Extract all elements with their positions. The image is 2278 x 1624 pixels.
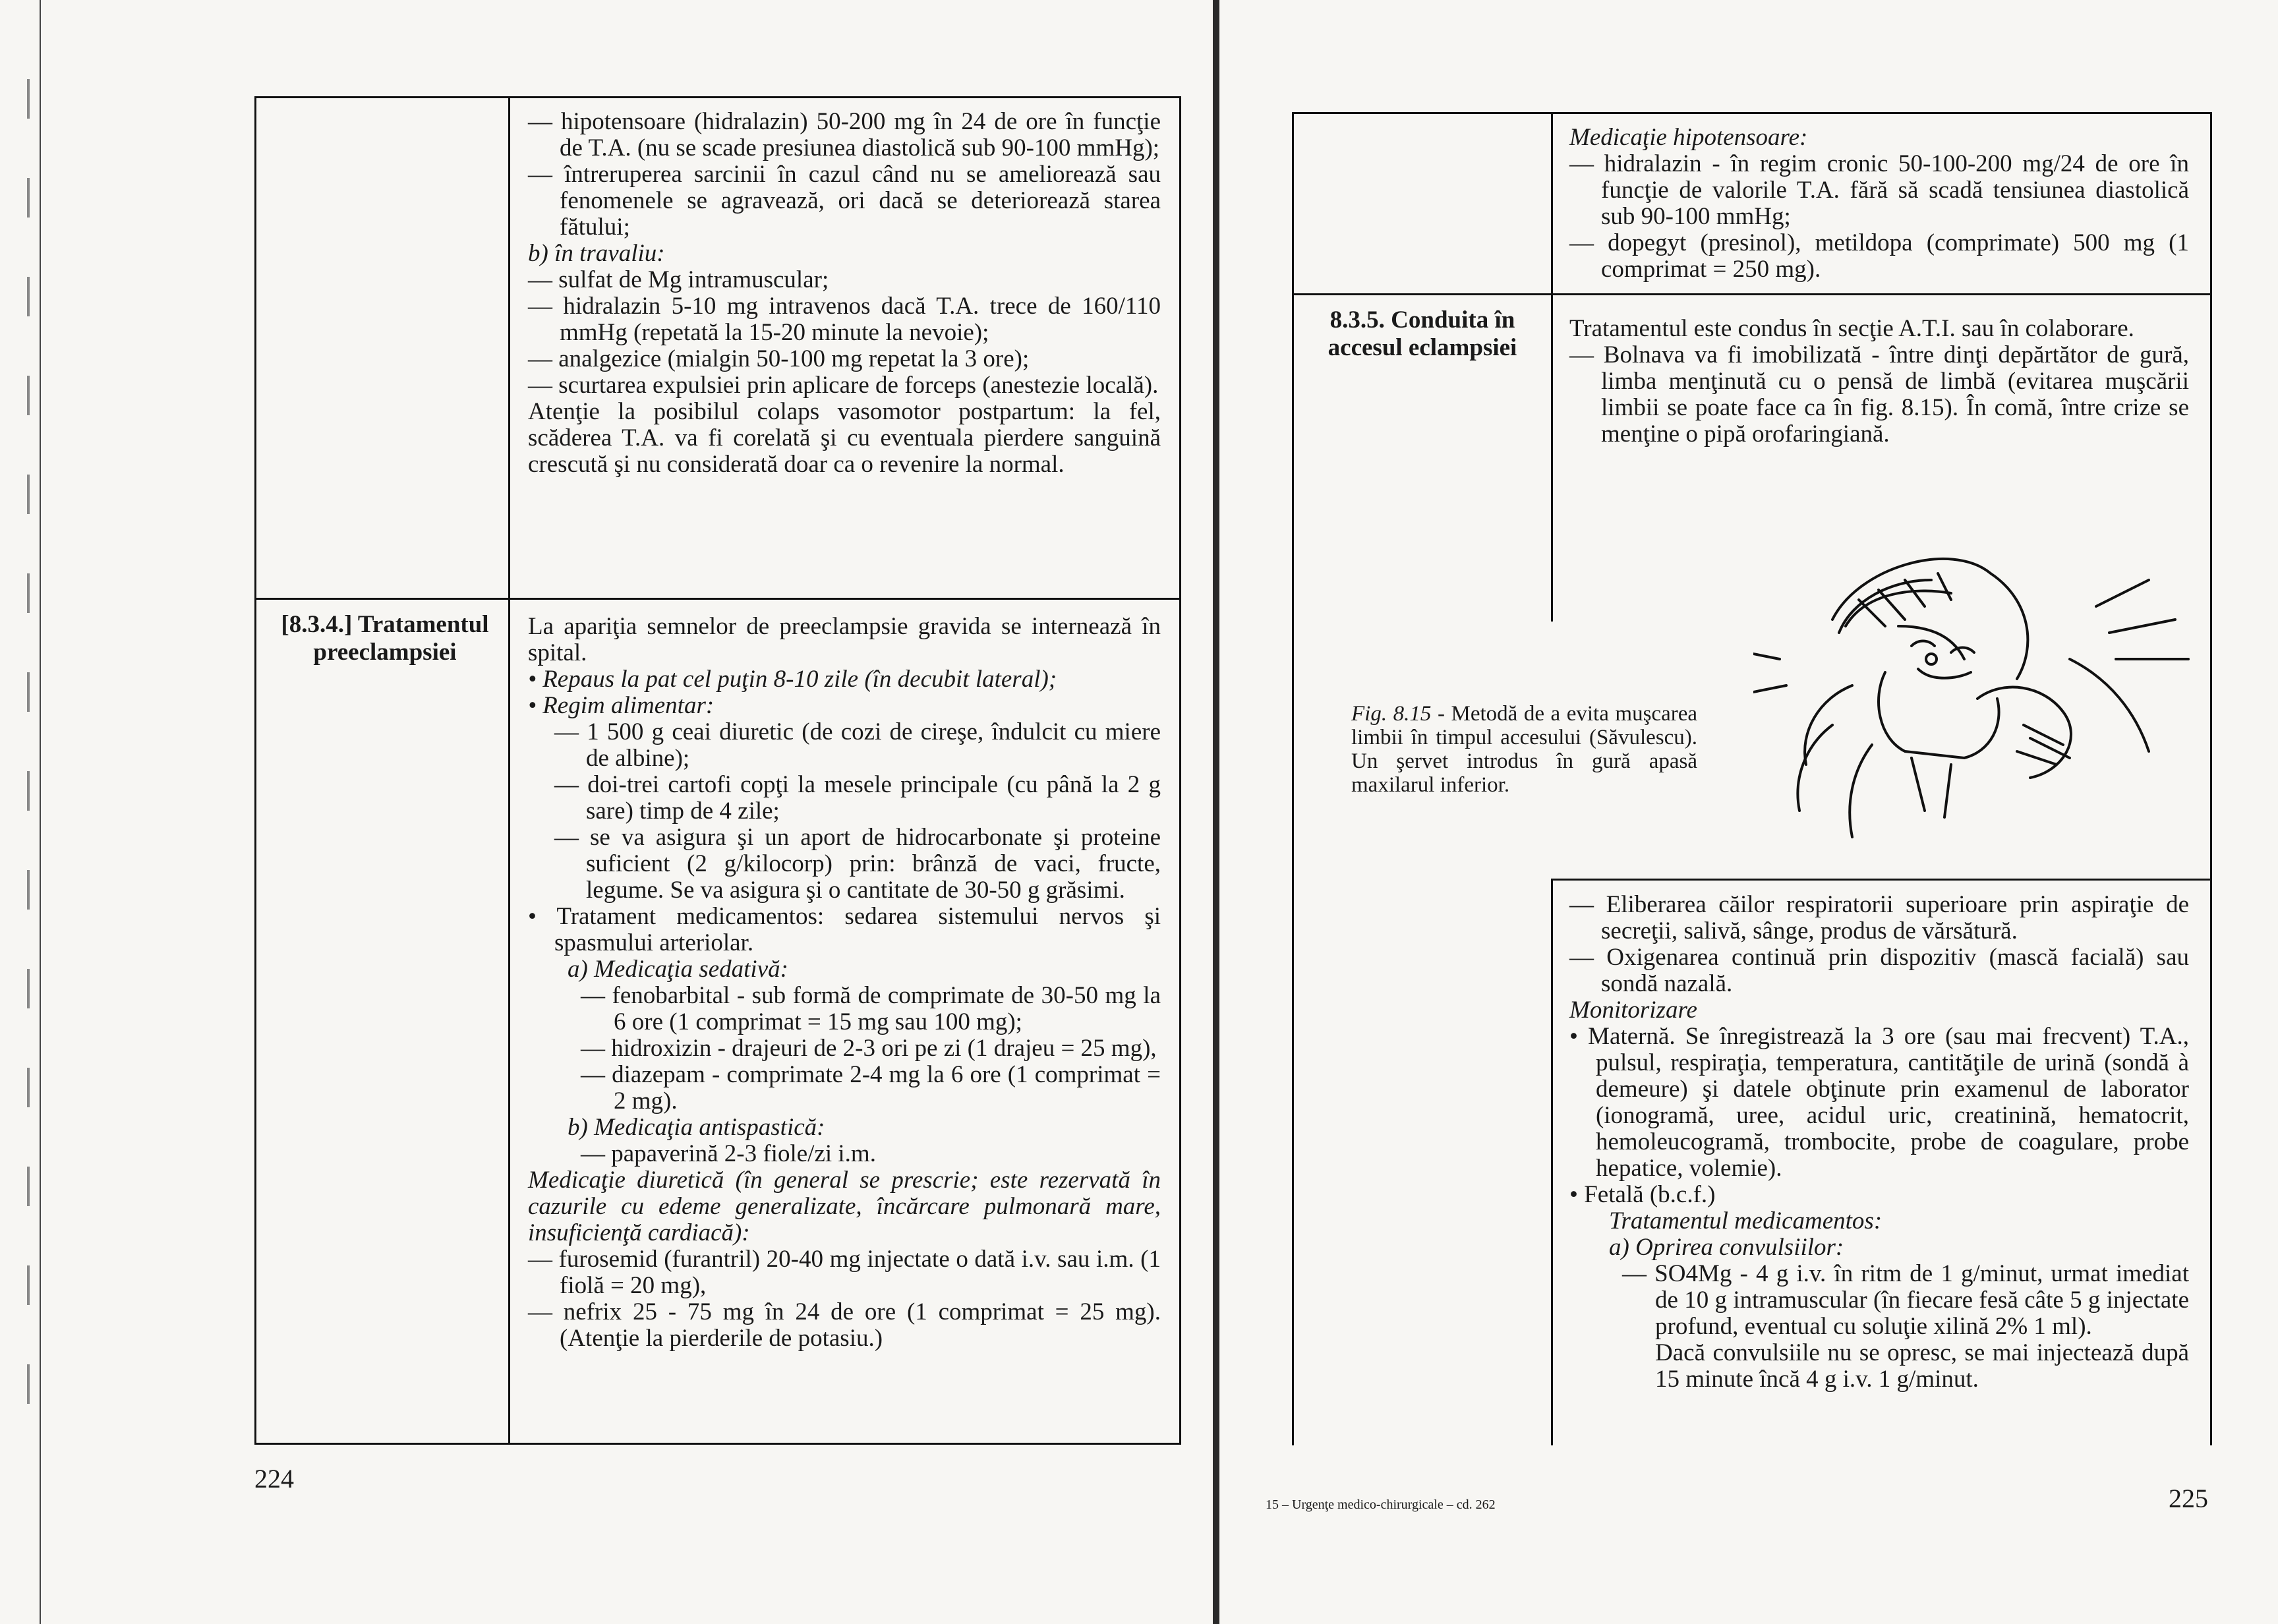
text-line: — scurtarea expulsiei prin aplicare de forceps (anestezie locală). — [528, 372, 1159, 399]
right-top-cell — [1569, 125, 2189, 283]
text-line: — Oxigenarea continuă prin dispozitiv (mască facială) sau sondă nazală. — [1569, 944, 2189, 997]
text-line: — sulfat de Mg intramuscular; — [528, 266, 829, 293]
text-line: — întreruperea sarcinii în cazul când nu se ameliorează sau fenomenele se agravează, ori dacă se deteriorează starea fătului; — [528, 161, 1161, 241]
figure-label: Fig. 8.15 — [1351, 702, 1432, 726]
section-title-834: [8.3.4.] Tratamentul preeclampsiei — [281, 611, 489, 666]
text-line: Tratamentul medicamentos: — [1609, 1207, 1883, 1234]
binding-marks — [24, 79, 33, 1529]
right-middle-cell — [1569, 316, 2189, 448]
figure-caption-text: - Metodă de a evita muşcarea limbii în timpul accesului (Săvulescu). Un şervet introdus în gură apasă maxilarul inferior. — [1351, 702, 1698, 797]
text-line: — papaverină 2-3 fiole/zi i.m. — [581, 1140, 876, 1167]
text-line: — se va asigura şi un aport de hidrocarbonate şi proteine suficient (2 g/kilocorp) prin: brânză de vaci, fructe, legume. Se va asigura şi o cantitate de 30-50 g grăsimi. — [554, 824, 1161, 904]
page-number-right: 225 — [2169, 1484, 2208, 1513]
text-line: La apariţia semnelor de preeclampsie gravida se internează în spital. — [528, 613, 1161, 666]
text-line: Medicaţie diuretică (în general se prescrie; este rezervată în cazurile cu edeme generalizate, încărcare pulmonară mare, insuficienţă cardiacă): — [528, 1167, 1161, 1246]
figure-caption — [1351, 702, 1697, 797]
text-line: — dopegyt (presinol), metildopa (comprimate) 500 mg (1 comprimat = 250 mg). — [1569, 229, 2189, 283]
text-line: — nefrix 25 - 75 mg în 24 de ore (1 comprimat = 25 mg). (Atenţie la pierderile de potasiu.) — [528, 1298, 1161, 1352]
text-line: — 1 500 g ceai diuretic (de cozi de cireşe, îndulcit cu miere de albine); — [554, 718, 1161, 772]
text-line: — analgezice (mialgin 50-100 mg repetat la 3 ore); — [528, 345, 1030, 372]
text-line: Tratamentul este condus în secţie A.T.I. sau în colaborare. — [1569, 315, 2134, 342]
text-line: — Bolnava va fi imobilizată - între dinţi depărtător de gură, limba menţinută cu o pensă de limbă (evitarea muşcării limbii se poate face ca în fig. 8.15). În comă, între crize se menţine o pipă orofaringiană. — [1569, 341, 2189, 448]
text-line: • Tratament medicamentos: sedarea sistemului nervos şi spasmului arteriolar. — [528, 903, 1161, 956]
text-line: b) în travaliu: — [528, 240, 665, 267]
row-divider — [1551, 879, 2210, 881]
text-line: • Repaus la pat cel puţin 8-10 zile (în decubit lateral); — [528, 666, 1057, 693]
text-line: — diazepam - comprimate 2-4 mg la 6 ore (1 comprimat = 2 mg). — [581, 1061, 1161, 1115]
text-line: a) Oprirea convulsiilor: — [1609, 1234, 1844, 1261]
text-line: b) Medicaţia antispastică: — [568, 1114, 825, 1141]
section-title-835: 8.3.5. Conduita în accesul eclampsiei — [1328, 306, 1517, 361]
text-line: — Eliberarea căilor respiratorii superioare prin aspiraţie de secreţii, salivă, sânge, produs de vărsătură. — [1569, 891, 2189, 944]
column-divider — [1551, 114, 1553, 622]
page-number-left: 224 — [254, 1464, 294, 1494]
text-line: Monitorizare — [1569, 997, 1697, 1024]
row-divider — [256, 598, 1179, 600]
page-footer: 15 – Urgenţe medico-chirurgicale – cd. 262 — [1266, 1497, 1496, 1512]
text-line: • Maternă. Se înregistrează la 3 ore (sau mai frecvent) T.A., pulsul, respiraţia, temperatura, cantităţile de urină (sondă à demeure) şi datele obţinute prin examenul de laborator (ionogramă, uree, acidul uric, creatinină, hematocrit, hemoleucogramă, trombocite, probe de coagulare, probe hepatice, volemie). — [1569, 1023, 2189, 1182]
text-line: — hidroxizin - drajeuri de 2-3 ori pe zi (1 drajeu = 25 mg), — [581, 1035, 1157, 1062]
text-line: — hipotensoare (hidralazin) 50-200 mg în 24 de ore în funcţie de T.A. (nu se scade presiunea diastolică sub 90-100 mmHg); — [528, 108, 1161, 161]
text-line: — hidralazin - în regim cronic 50-100-200 mg/24 de ore în funcţie de valorile T.A. fără să scadă tensiunea diastolică sub 90-100 mmHg; — [1569, 150, 2189, 230]
text-line: • Fetală (b.c.f.) — [1569, 1181, 1716, 1208]
text-line: Atenţie la posibilul colaps vasomotor postpartum: la fel, scăderea T.A. va fi corelată şi cu eventuala pierdere sanguină crescută şi nu considerată doar ca o revenire la normal. — [528, 398, 1161, 478]
text-line: — SO4Mg - 4 g i.v. în ritm de 1 g/minut, urmat imediat de 10 g intramuscular (în fiecare fesă câte 5 g injectate profund, eventual cu soluţie xilină 2% 1 ml). — [1622, 1260, 2189, 1340]
text-line: • Regim alimentar: — [528, 692, 715, 719]
column-divider — [508, 98, 510, 1443]
row-divider — [1294, 293, 2210, 295]
text-line: — doi-trei cartofi copţi la mesele principale (cu până la 2 g sare) timp de 4 zile; — [554, 771, 1161, 825]
left-top-cell — [528, 109, 1161, 478]
binding-edge — [40, 0, 41, 1624]
patient-illustration — [1753, 527, 2215, 857]
right-bottom-cell — [1569, 892, 2189, 1393]
text-line: — hidralazin 5-10 mg intravenos dacă T.A. trece de 160/110 mmHg (repetată la 15-20 minute la nevoie); — [528, 293, 1161, 346]
text-line: — fenobarbital - sub formă de comprimate de 30-50 mg la 6 ore (1 comprimat = 15 mg sau 100 mg); — [581, 982, 1161, 1035]
text-line: a) Medicaţia sedativă: — [568, 956, 788, 983]
text-line: Dacă convulsiile nu se opresc, se mai injectează după 15 minute încă 4 g i.v. 1 g/minut. — [1655, 1339, 2189, 1393]
column-divider — [1551, 879, 1553, 1445]
book-gutter — [1213, 0, 1219, 1624]
text-line: Medicaţie hipotensoare: — [1569, 124, 1808, 151]
left-bottom-cell — [528, 614, 1161, 1352]
text-line: — furosemid (furantril) 20-40 mg injectate o dată i.v. sau i.m. (1 fiolă = 20 mg), — [528, 1246, 1161, 1299]
left-page-table — [254, 96, 1181, 1445]
